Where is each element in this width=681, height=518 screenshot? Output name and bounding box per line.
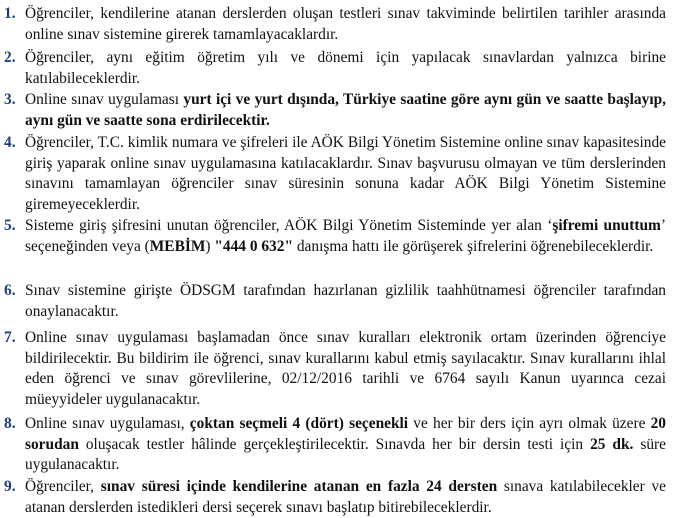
bold-text-run: sınav süresi içinde kendilerine atanan en fazla 24 dersten xyxy=(100,478,498,495)
item-number: 4. xyxy=(4,134,16,151)
text-run: Online sınav uygulaması, xyxy=(25,415,190,432)
item-number: 5. xyxy=(4,217,16,234)
item-number: 8. xyxy=(4,415,16,432)
text-run: Sınav sistemine girişte ÖDSGM tarafından hazırlanan gizlilik taahhütnamesi öğrenciler tarafından onaylanacaktır. xyxy=(25,282,666,320)
text-run: Online sınav uygulaması xyxy=(25,91,184,108)
bold-text-run: çoktan seçmeli 4 (dört) seçenekli xyxy=(189,415,409,432)
text-run: Öğrenciler, kendilerine atanan derslerden oluşan testleri sınav takviminde belirtilen tarihler arasında online sınav sistemine girerek tamamlayacaklardır. xyxy=(25,5,666,43)
text-run: Öğrenciler, aynı eğitim öğretim yılı ve dönemi için yapılacak sınavlardan yalnızca birine katılabileceklerdir. xyxy=(25,49,666,87)
item-text xyxy=(25,216,666,257)
item-text xyxy=(25,4,666,45)
text-run: süre uygulanacaktır. xyxy=(25,435,666,473)
text-run: Öğrenciler, T.C. kimlik numara ve şifreleri ile AÖK Bilgi Yönetim Sistemine online sınav kapasitesinde giriş yaparak online sınav uygulamasına katılacaklardır. Sınav başvurusu olmayan ve tüm derslerinden sınavını tamamlayan öğrenciler sınav süresinin sonuna kadar AÖK Bilgi Yönetim Sistemine giremeyeceklerdir. xyxy=(25,134,666,213)
bold-text-run: MEBİM xyxy=(149,237,206,255)
item-text xyxy=(25,414,666,476)
item-text xyxy=(25,328,666,410)
bold-text-run: şifremi unuttum xyxy=(552,217,661,234)
item-number: 1. xyxy=(4,5,16,22)
item-number: 2. xyxy=(4,49,16,66)
item-text xyxy=(25,477,666,518)
text-run: ’ seçeneğinden veya ( xyxy=(25,217,667,255)
text-run: ve her bir ders için ayrı olmak üzere xyxy=(408,415,651,432)
text-run: sınava katılabilecekler ve atanan derslerden istedikleri dersi seçerek sınavı başlatıp bitirebileceklerdir. xyxy=(25,478,666,516)
item-text xyxy=(25,48,666,89)
item-number: 6. xyxy=(4,282,16,299)
item-number: 3. xyxy=(4,91,16,108)
bold-text-run: 20 sorudan xyxy=(25,415,666,453)
bold-text-run: yurt içi ve yurt dışında, Türkiye saatine göre aynı gün ve saatte başlayıp, aynı gün ve saatte sona erdirilecektir. xyxy=(25,91,667,129)
text-run: ) xyxy=(205,237,215,255)
item-number: 9. xyxy=(4,478,16,495)
item-text xyxy=(25,281,666,322)
item-text xyxy=(25,133,666,215)
text-run: Online sınav uygulaması başlamadan önce sınav kuralları elektronik ortam üzerinden öğrenciye bildirilecektir. Bu bildirim ile öğrenci, sınav kurallarını kabul etmiş sayılacaktır. Sınav kurallarını ihlal eden öğrenci ve sınav görevlilerine, 02/12/2016 tarihli ve 6764 sayılı Kanun uyarınca cezai müeyyideler uygulanacaktır. xyxy=(25,329,666,408)
text-run: oluşacak testler hâlinde gerçekleştirilecektir. Sınavda her bir dersin testi için xyxy=(78,435,591,453)
bold-text-run: "444 0 632" xyxy=(214,237,293,255)
item-text xyxy=(25,90,666,131)
text-run: Sisteme giriş şifresini unutan öğrenciler, AÖK Bilgi Yönetim Sisteminde yer alan ‘ xyxy=(25,217,553,234)
text-run: Öğrenciler, xyxy=(25,478,101,495)
bold-text-run: 25 dk. xyxy=(590,435,634,453)
text-run: danışma hattı ile görüşerek şifrelerini öğrenebileceklerdir. xyxy=(293,237,654,255)
item-number: 7. xyxy=(4,329,16,346)
